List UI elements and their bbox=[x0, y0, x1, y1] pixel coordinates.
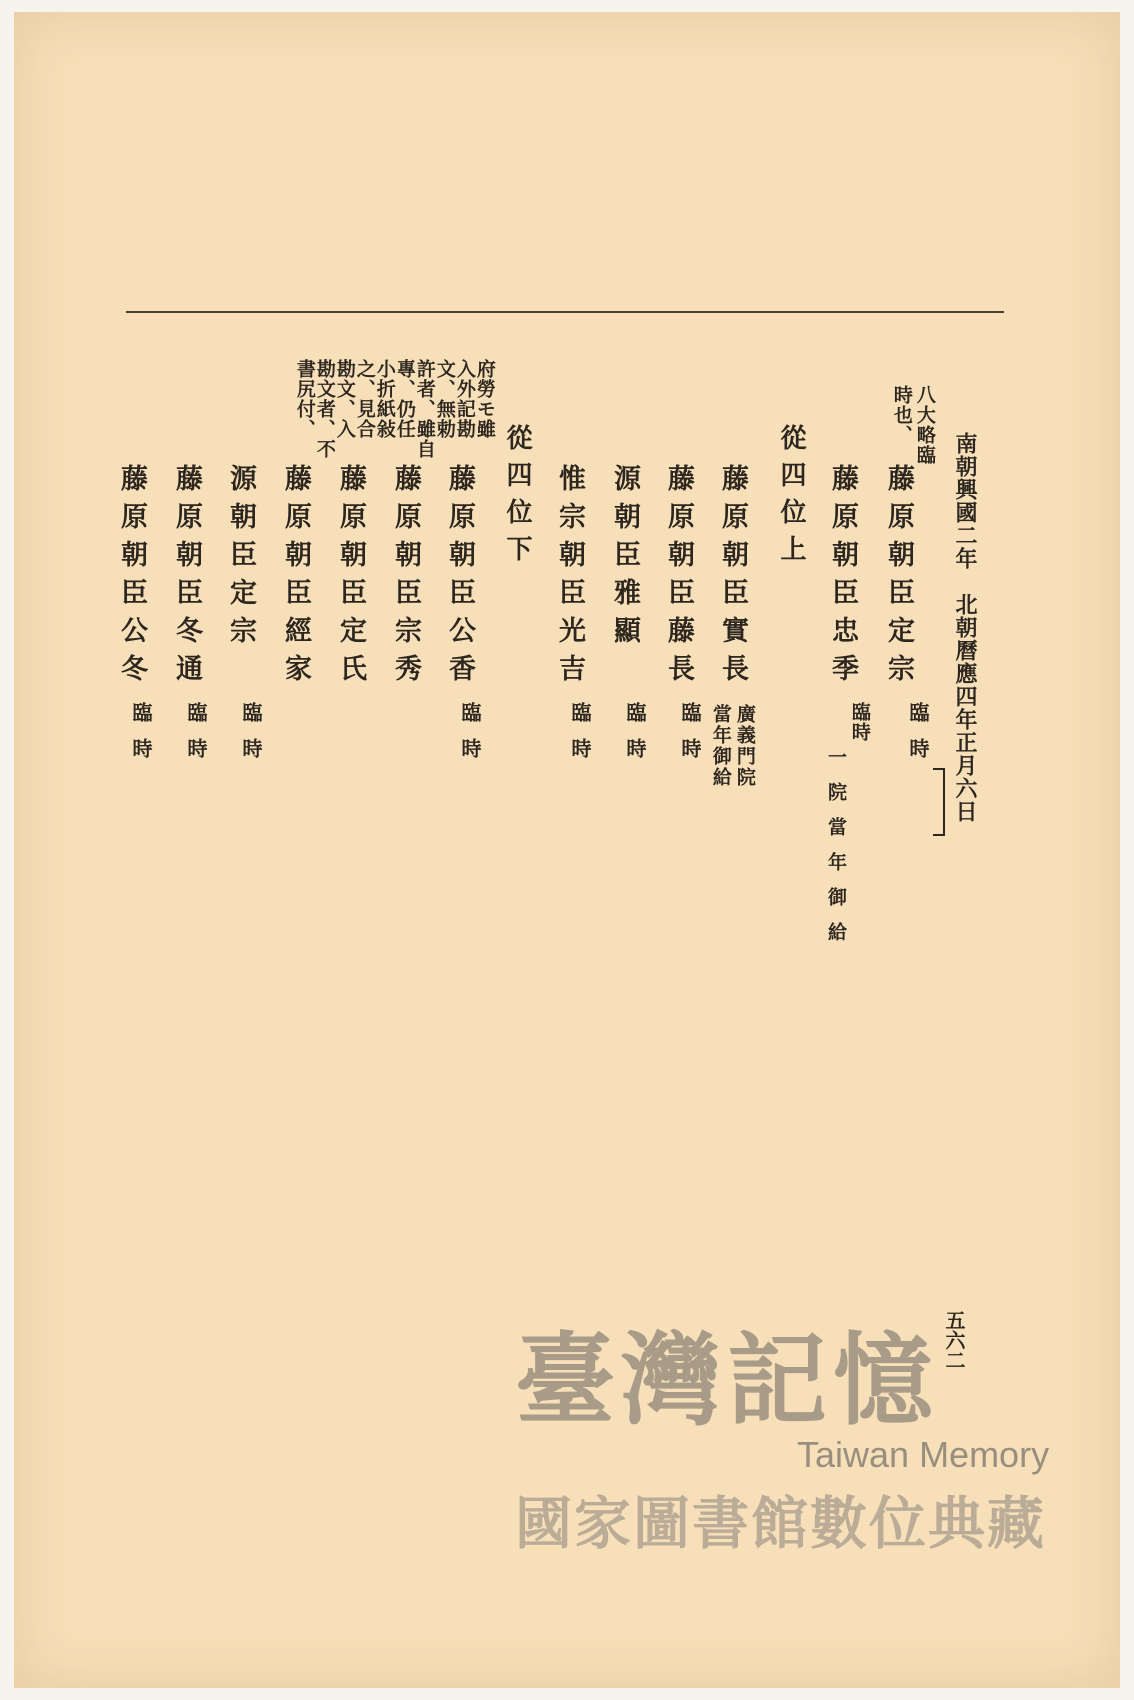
entry-name: 藤原朝臣定氏 bbox=[335, 464, 366, 692]
entry-note: 臨時 bbox=[458, 702, 482, 774]
entry-note: 臨時 bbox=[623, 702, 647, 774]
entry-name: 藤原朝臣實長 bbox=[717, 464, 748, 692]
entry-name: 藤原朝臣忠季 bbox=[827, 464, 858, 692]
commentary-line: 專、仍任 bbox=[393, 359, 416, 439]
entry-note: 臨時 bbox=[906, 702, 930, 774]
entry-name: 藤原朝臣冬通 bbox=[171, 464, 202, 692]
commentary-line: 之、見合 bbox=[353, 359, 376, 439]
entry-name: 惟宗朝臣光吉 bbox=[554, 464, 585, 692]
commentary-line: 書尻付、 bbox=[293, 359, 316, 439]
entry-note: 一院當年御給 bbox=[825, 747, 847, 957]
entry-name: 藤原朝臣公香 bbox=[444, 464, 475, 692]
watermark-english: Taiwan Memory bbox=[797, 1434, 1050, 1475]
rank-heading: 從四位上 bbox=[776, 424, 806, 572]
entry-name: 源朝臣定宗 bbox=[225, 464, 256, 654]
entry-note: 臨時 bbox=[184, 702, 208, 774]
page-header: 南朝興國二年 北朝曆應四年正月六日 bbox=[952, 432, 978, 823]
commentary-line: 府勞モ雖 bbox=[473, 359, 496, 439]
entry-name: 藤原朝臣宗秀 bbox=[390, 464, 421, 692]
commentary-line: 文、無勅 bbox=[433, 359, 456, 439]
entry-note: 臨時 bbox=[568, 702, 592, 774]
page-number: 五六二 bbox=[942, 1310, 966, 1370]
commentary-line: 入外記勘 bbox=[453, 359, 476, 439]
commentary-line: 勘文者、不 bbox=[313, 359, 336, 459]
rank-heading: 從四位下 bbox=[502, 424, 532, 572]
watermark-calligraphy: 臺灣記憶 bbox=[515, 1321, 939, 1439]
entry-note: 臨時 bbox=[848, 702, 871, 742]
taiwan-memory-watermark bbox=[515, 1300, 1050, 1560]
entry-note: 當年御給 bbox=[709, 704, 732, 788]
entry-note: 臨時 bbox=[239, 702, 263, 774]
commentary-line: 許者、雖自 bbox=[413, 359, 436, 459]
entry-name: 藤原朝臣經家 bbox=[280, 464, 311, 692]
watermark-organization: 國家圖書館數位典藏 bbox=[515, 1491, 1046, 1557]
entry-note: 臨時 bbox=[678, 702, 702, 774]
entry-note: 臨時 bbox=[129, 702, 153, 774]
entry-note: 廣義門院 bbox=[733, 704, 756, 788]
entry-name: 藤原朝臣定宗 bbox=[883, 464, 914, 692]
header-rule bbox=[126, 311, 1004, 313]
side-note-line2: 時也、 bbox=[890, 385, 913, 445]
side-note-line1: 八大略臨 bbox=[913, 385, 936, 465]
commentary-line: 勘文、入 bbox=[333, 359, 356, 439]
note-bracket bbox=[933, 768, 945, 836]
entry-name: 藤原朝臣公冬 bbox=[116, 464, 147, 692]
entry-name: 源朝臣雅顯 bbox=[609, 464, 640, 654]
commentary-line: 小折紙敍 bbox=[373, 359, 396, 439]
entry-name: 藤原朝臣藤長 bbox=[663, 464, 694, 692]
